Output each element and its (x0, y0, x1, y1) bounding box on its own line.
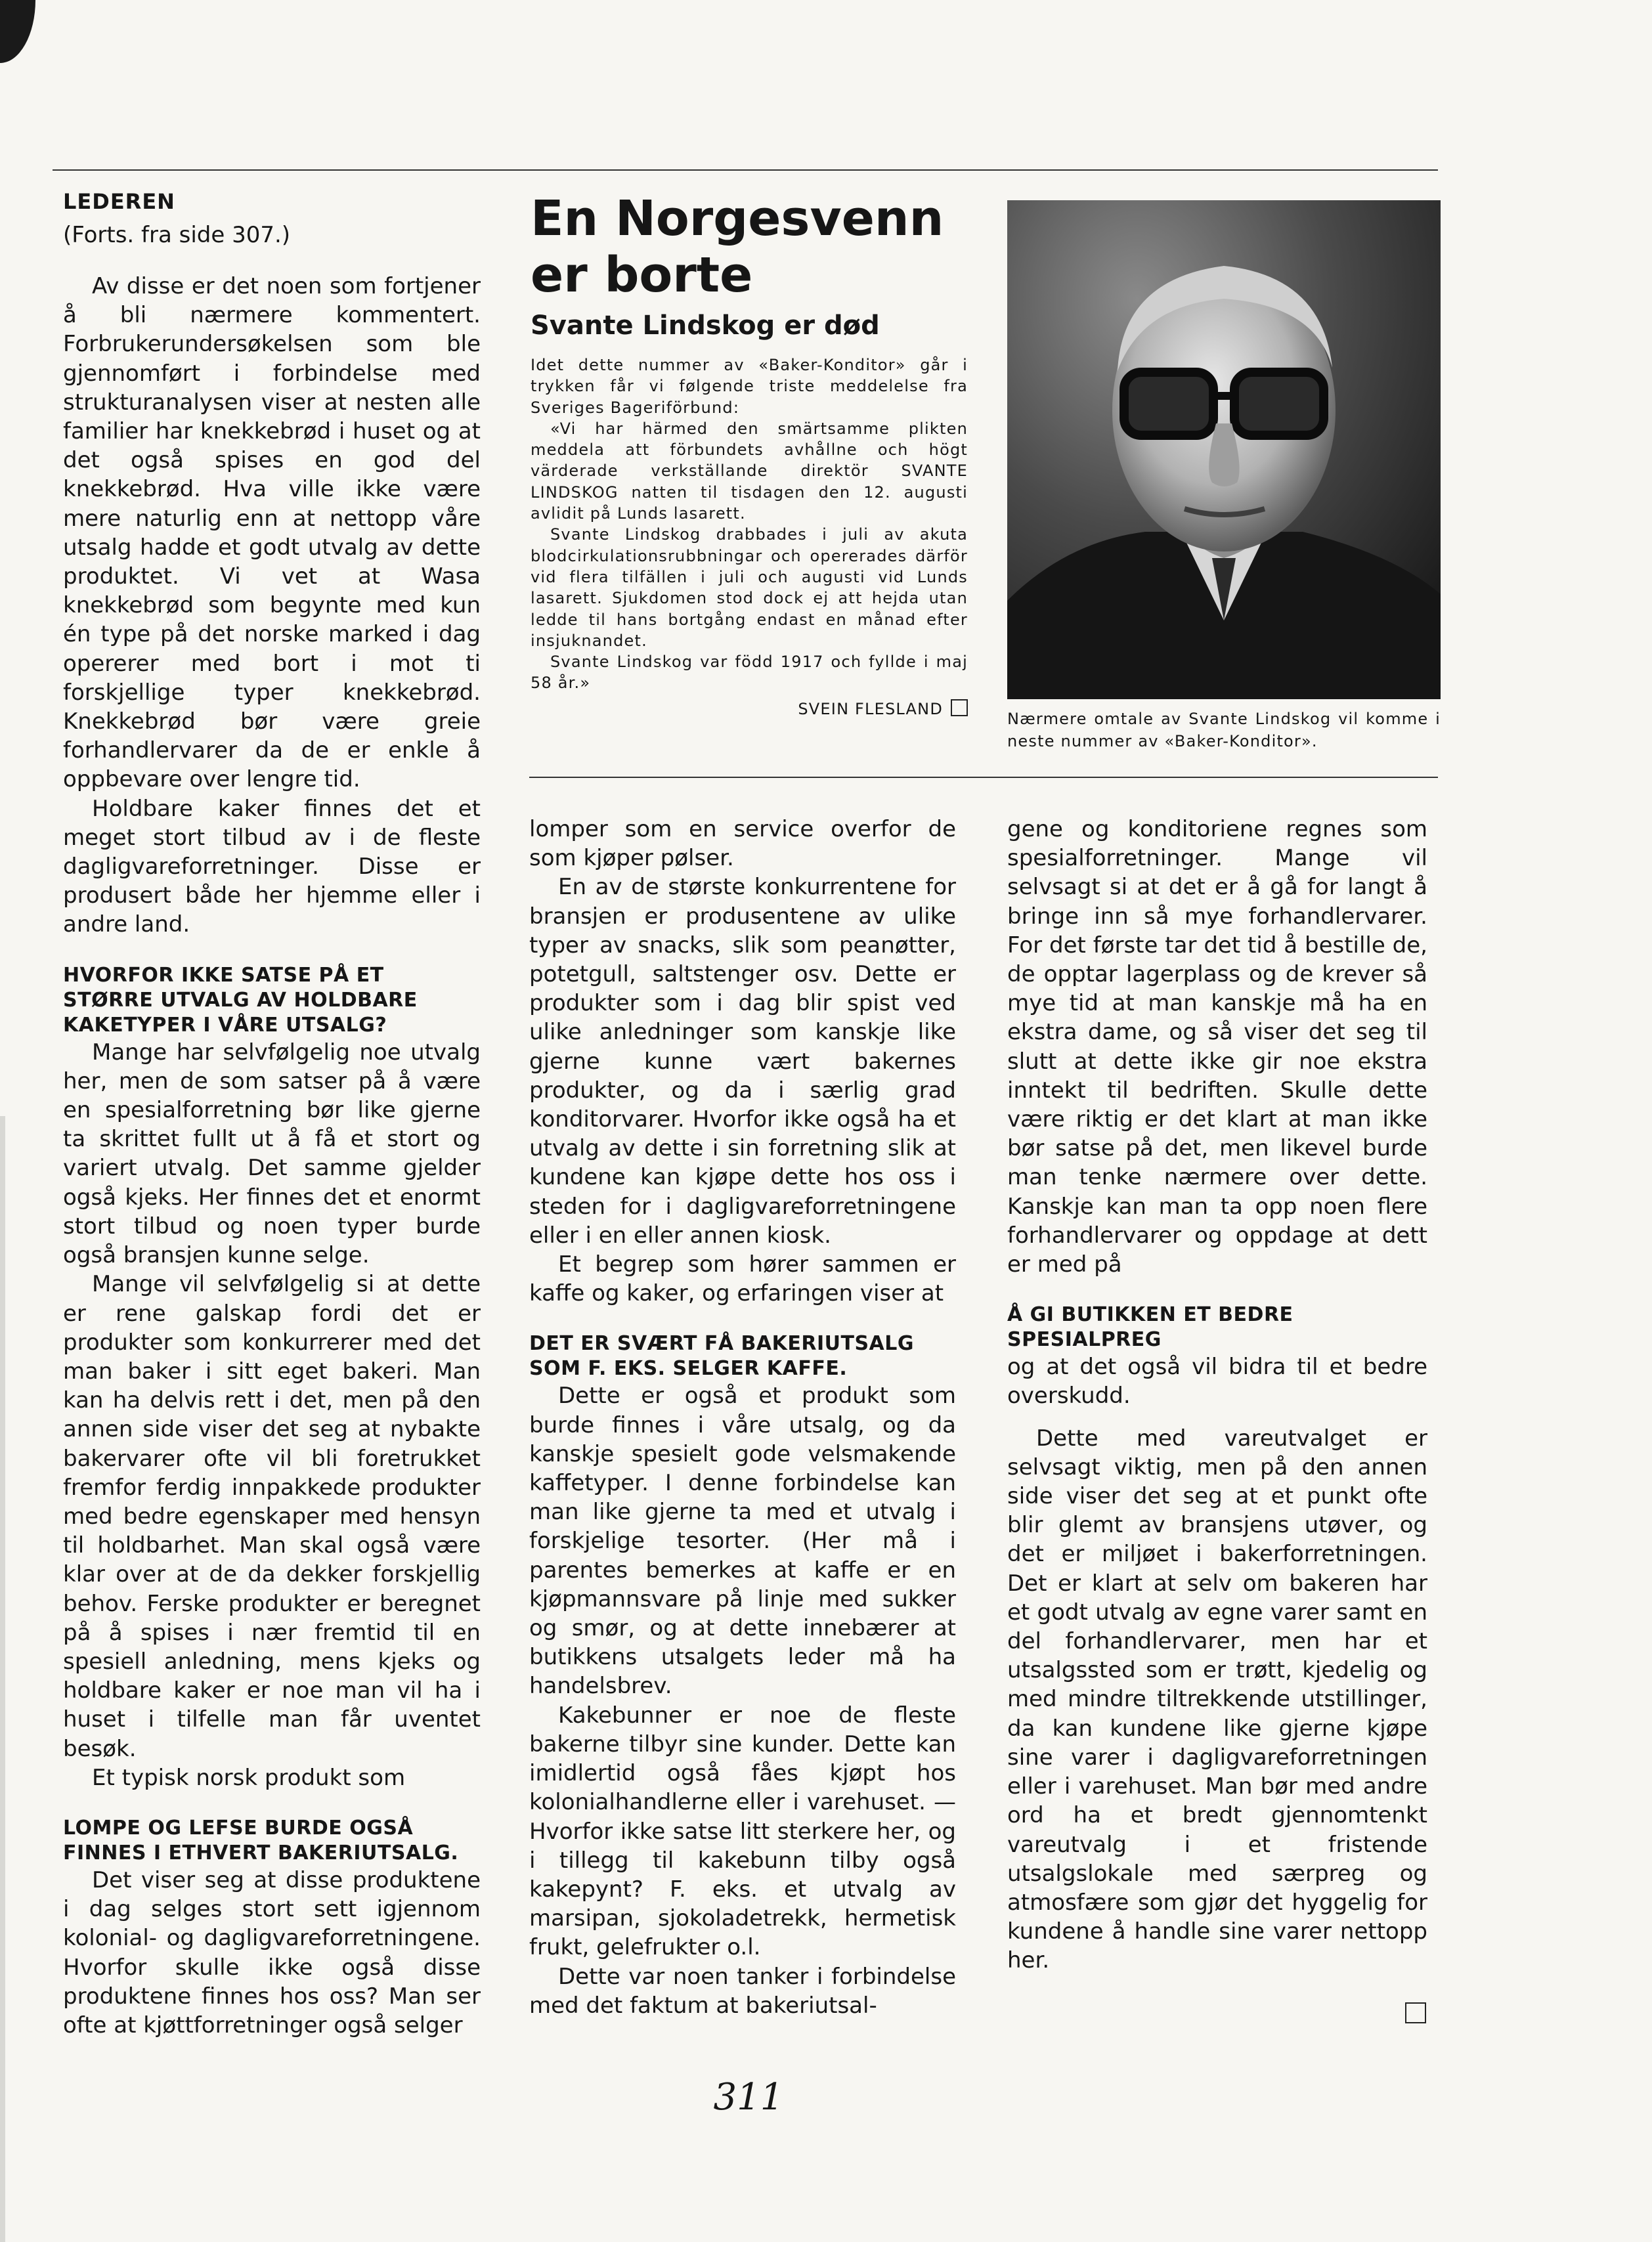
continued-note: (Forts. fra side 307.) (63, 222, 291, 248)
paragraph: Dette var noen tanker i forbindelse med det faktum at bakeriutsal- (529, 1963, 956, 2019)
paragraph: Av disse er det noen som fortjener å bli nærmere kommentert. Forbrukerundersøkelsen som ble gjennomført i forbindelse med strukturanalysen viser at nesten alle familier har knekkebrød i huset og at det også spises en god del knekkebrød. Hva ville ikke være mere naturlig enn at nettopp våre utsalg hadde et godt utvalg av dette produktet. Vi vet at Wasa knekkebrød som begynte med kun én type på det norske marked i dag opererer med bort i mot ti forskjellige typer knekkebrød. Knekkebrød bør være greie forhandlervarer da de er enkle å oppbevare over lengre tid. (63, 273, 481, 793)
scan-edge (0, 1116, 5, 2242)
scan-corner-shadow (0, 0, 35, 63)
paragraph: Dette er også et produkt som burde finnes i våre utsalg, og da kanskje spesielt gode velsmakende kaffetyper. I denne forbindelse kan man like gjerne ta med et utvalg i forskjelige tesorter. (Her må i parentes bemerkes at kaffe er en kjøpmannsvare på linje med sukker og smør, og at dette innebærer at butikkens utsalgets leder må ha handelsbrev. (529, 1383, 956, 1700)
right-column (1007, 815, 1427, 1975)
paragraph: Et typisk norsk produkt som (92, 1764, 406, 1791)
obituary-article (531, 190, 968, 718)
paragraph: Det viser seg at disse produktene i dag selges stort sett igjennom kolonial- og dagligvareforretningene. Hvorfor skulle ikke også disse produktene finnes hos oss? Man ser ofte at kjøttforretninger også selger (63, 1866, 481, 2038)
paragraph: Kakebunner er noe de fleste bakerne tilbyr sine kunder. Dette kan imidlertid også fåes kjøpt hos kolonialhandlerne eller i varehuset. — Hvorfor ikke satse litt sterkere her, og i tillegg til kakebunn tilby også kakepynt? F. eks. et utvalg av marsipan, sjokoladetrekk, hermetisk frukt, gelefrukter o.l. (529, 1702, 956, 1961)
end-mark-icon (1405, 2002, 1426, 2023)
signature-text: SVEIN FLESLAND (798, 699, 943, 718)
article-title-line2: er borte (531, 247, 753, 303)
middle-column (529, 815, 956, 2020)
article-subtitle: Svante Lindskog er død (531, 311, 880, 341)
paragraph: En av de største konkurrentene for bransjen er produsentene av ulike typer av snacks, slik som peanøtter, potetgull, saltstenger osv. Dette er produkter som i dag blir spist ved ulike anledninger som kanskje like gjerne kunne vært bakernes produkter, og da i særlig grad konditorvarer. Hvorfor ikke også ha et utvalg av dette i sin forretning slik at kundene kan kjøpe dette hos oss i steden for i dagligvareforretningene eller i en eller annen kiosk. (529, 874, 956, 1249)
article-signature (531, 699, 968, 718)
end-mark-icon (951, 699, 968, 716)
paragraph: Mange har selvfølgelig noe utvalg her, men de som satser på å være en spesialforretning bør like gjerne ta skrittet fullt ut å få et stort og variert utvalg. Det samme gjelder også kjeks. Her finnes det et enormt stort tilbud og noen typer burde også bransjen kunne selge. (63, 1039, 481, 1269)
subheading: DET ER SVÆRT FÅ BAKERIUTSALG SOM F. EKS. SELGER KAFFE. (529, 1332, 915, 1381)
portrait-photo (1007, 200, 1441, 699)
portrait-illustration (1007, 200, 1441, 699)
section-kicker: LEDEREN (63, 189, 175, 214)
left-column (63, 189, 481, 2040)
subheading: Å GI BUTIKKEN ET BEDRE SPESIALPREG (1007, 1303, 1293, 1352)
small-paragraph: «Vi har härmed den smärtsamme plikten meddela att förbundets avhållne och högt värderade verkställande direktör SVANTE LINDSKOG natten til tisdagen den 12. augusti avlidit på Lunds lasarett. (531, 419, 968, 523)
article-title-line1: En Norgesvenn (531, 190, 944, 247)
subheading: LOMPE OG LEFSE BURDE OGSÅ FINNES I ETHVERT BAKERIUTSALG. (63, 1816, 459, 1865)
small-paragraph: Svante Lindskog var född 1917 och fyllde i maj 58 år.» (531, 653, 968, 693)
top-rule (53, 169, 1438, 171)
photo-caption: Nærmere omtale av Svante Lindskog vil komme i neste nummer av «Baker-Konditor». (1007, 710, 1441, 750)
paragraph: Mange vil selvfølgelig si at dette er rene galskap fordi det er produkter som konkurrerer med det man baker i sitt eget bakeri. Man kan ha delvis rett i det, men på den annen side viser det seg at nybakte bakervarer ofte vil bli foretrukket fremfor ferdig innpakkede produkter med bedre egenskaper med hensyn til holdbarhet. Man skal også være klar over at de da dekker forskjellig behov. Ferske produkter er beregnet på å spises i nær fremtid til en spesiell anledning, mens kjeks og holdbare kaker er noe man vil ha i huset i tilfelle man får uventet besøk. (63, 1271, 481, 1762)
subheading: HVORFOR IKKE SATSE PÅ ET STØRRE UTVALG AV HOLDBARE KAKETYPER I VÅRE UTSALG? (63, 963, 418, 1037)
paragraph: Et begrep som hører sammen er kaffe og kaker, og erfaringen viser at (529, 1251, 956, 1307)
paragraph: og at det også vil bidra til et bedre overskudd. (1007, 1354, 1427, 1410)
small-paragraph: Idet dette nummer av «Baker-Konditor» går i trykken får vi følgende triste meddelelse fra Sveriges Bageriförbund: (531, 356, 968, 417)
small-paragraph: Svante Lindskog drabbades i juli av akuta blodcirkulationsrubbningar och opererades därför vid flera tilfällen i juli och augusti vid Lunds lasarett. Sjukdomen stod dock ej att hejda utan ledde til hans bortgång endast en månad efter insjuknandet. (531, 525, 968, 650)
paragraph: Holdbare kaker finnes det et meget stort tilbud av i de fleste dagligvareforretninger. Disse er produsert både her hjemme eller i andre land. (63, 795, 481, 938)
paragraph: gene og konditoriene regnes som spesialforretninger. Mange vil selvsagt si at det er å gå for langt å bringe inn så mye forhandlervarer. For det første tar det tid å bestille de, de opptar lagerplass og de krever så mye tid at man kanskje må ha en ekstra dame, og så viser det seg til slutt at dette ikke gir noe ekstra inntekt til bedriften. Skulle dette være riktig er det klart at man ikke bør satse på det, men likevel burde man tenke nærmere over dette. Kanskje kan man ta opp noen flere forhandlervarer og oppdage at dett er med på (1007, 816, 1427, 1278)
section-rule (529, 777, 1438, 778)
paragraph: lomper som en service overfor de som kjøper pølser. (529, 816, 956, 872)
page-number: 311 (713, 2076, 784, 2119)
paragraph: Dette med vareutvalget er selvsagt viktig, men på den annen side viser det seg at et punkt ofte blir glemt av bransjens utøver, og det er miljøet i bakerforretningen. Det er klart at selv om bakeren har et godt utvalg av egne varer samt en del forhandlervarer, men har et utsalgssted som er trøtt, kjedelig og med mindre tiltrekkende utstillinger, da kan kundene like gjerne kjøpe sine varer i dagligvareforretningen eller i varehuset. Man bør med andre ord ha et bredt gjennomtenkt vareutvalg i et fristende utsalgslokale med særpreg og atmosfære som gjør det hyggelig for kundene å handle sine varer nettopp her. (1007, 1425, 1427, 1974)
